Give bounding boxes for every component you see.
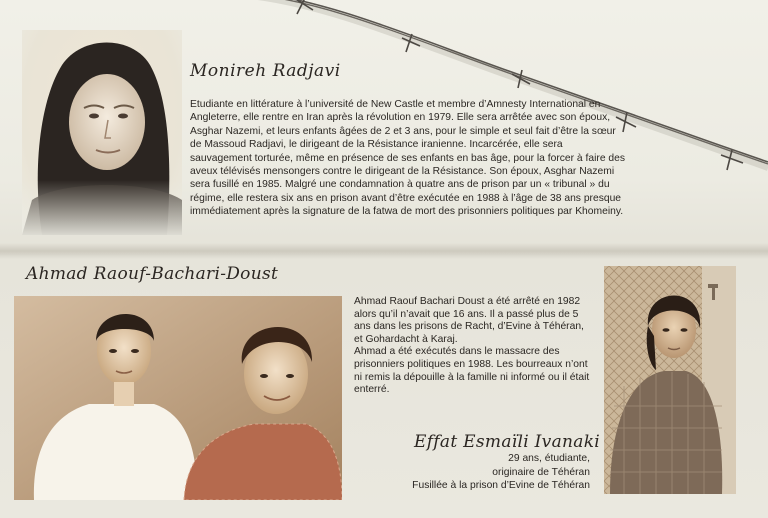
ahmad-photo — [14, 296, 342, 500]
effat-caption-line-3: Fusillée à la prison d’Evine de Téhéran — [412, 480, 590, 492]
effat-name: Effat Esmaïli Ivanaki — [414, 432, 601, 452]
monireh-bio: Etudiante en littérature à l’université de New Castle et membre d’Amnesty International en Angleterre, elle rentre en Iran après la révolution en 1979. Elle sera arrêtée avec son époux, Asghar Nazemi, et leurs enfants âgées de 2 et 3 ans, pour le simple et seul fait d’être la sœur de Massoud Radjavi, le dirigeant de la Résistance iranienne. Incarcérée, elle sera sauvagement torturée, même en présence de ses enfants en bas âge, pour la forcer à faire des aveux télévisés mensongers contre le dirigeant de la Résistance. Son époux, Asghar Nazemi sera fusillé en 1985. Malgré une condamnation à quatre ans de prison par un « tribunal » du régime, elle restera six ans en prison avant d’être exécutée en 1988 à l’âge de 38 ans presque immédiatement après la signature de la fatwa de mort des prisonniers politiques par Khomeiny. — [190, 99, 626, 218]
ahmad-bio-paragraph-1: Ahmad Raouf Bachari Doust a été arrêté en 1982 alors qu’il n’avait que 16 ans. Il a passé plus de 5 ans dans les prisons de Racht, d’Evine à Téhéran, et Gohardacht à Karaj. — [354, 296, 584, 345]
effat-photo — [604, 266, 736, 494]
effat-caption-line-1: 29 ans, étudiante, — [508, 453, 590, 464]
effat-caption — [380, 452, 590, 493]
monireh-name: Monireh Radjavi — [190, 61, 341, 81]
ahmad-name: Ahmad Raouf-Bachari-Doust — [26, 264, 279, 284]
monireh-portrait — [22, 30, 182, 235]
ahmad-bio — [354, 296, 594, 397]
section-divider — [0, 243, 768, 259]
effat-caption-line-2: originaire de Téhéran — [492, 466, 590, 478]
ahmad-bio-paragraph-2: Ahmad a été exécutés dans le massacre des prisonniers politiques en 1988. Les bourreaux n’ont ni remis la dépouille à la famille ni informé ou il était enterré. — [354, 346, 590, 396]
